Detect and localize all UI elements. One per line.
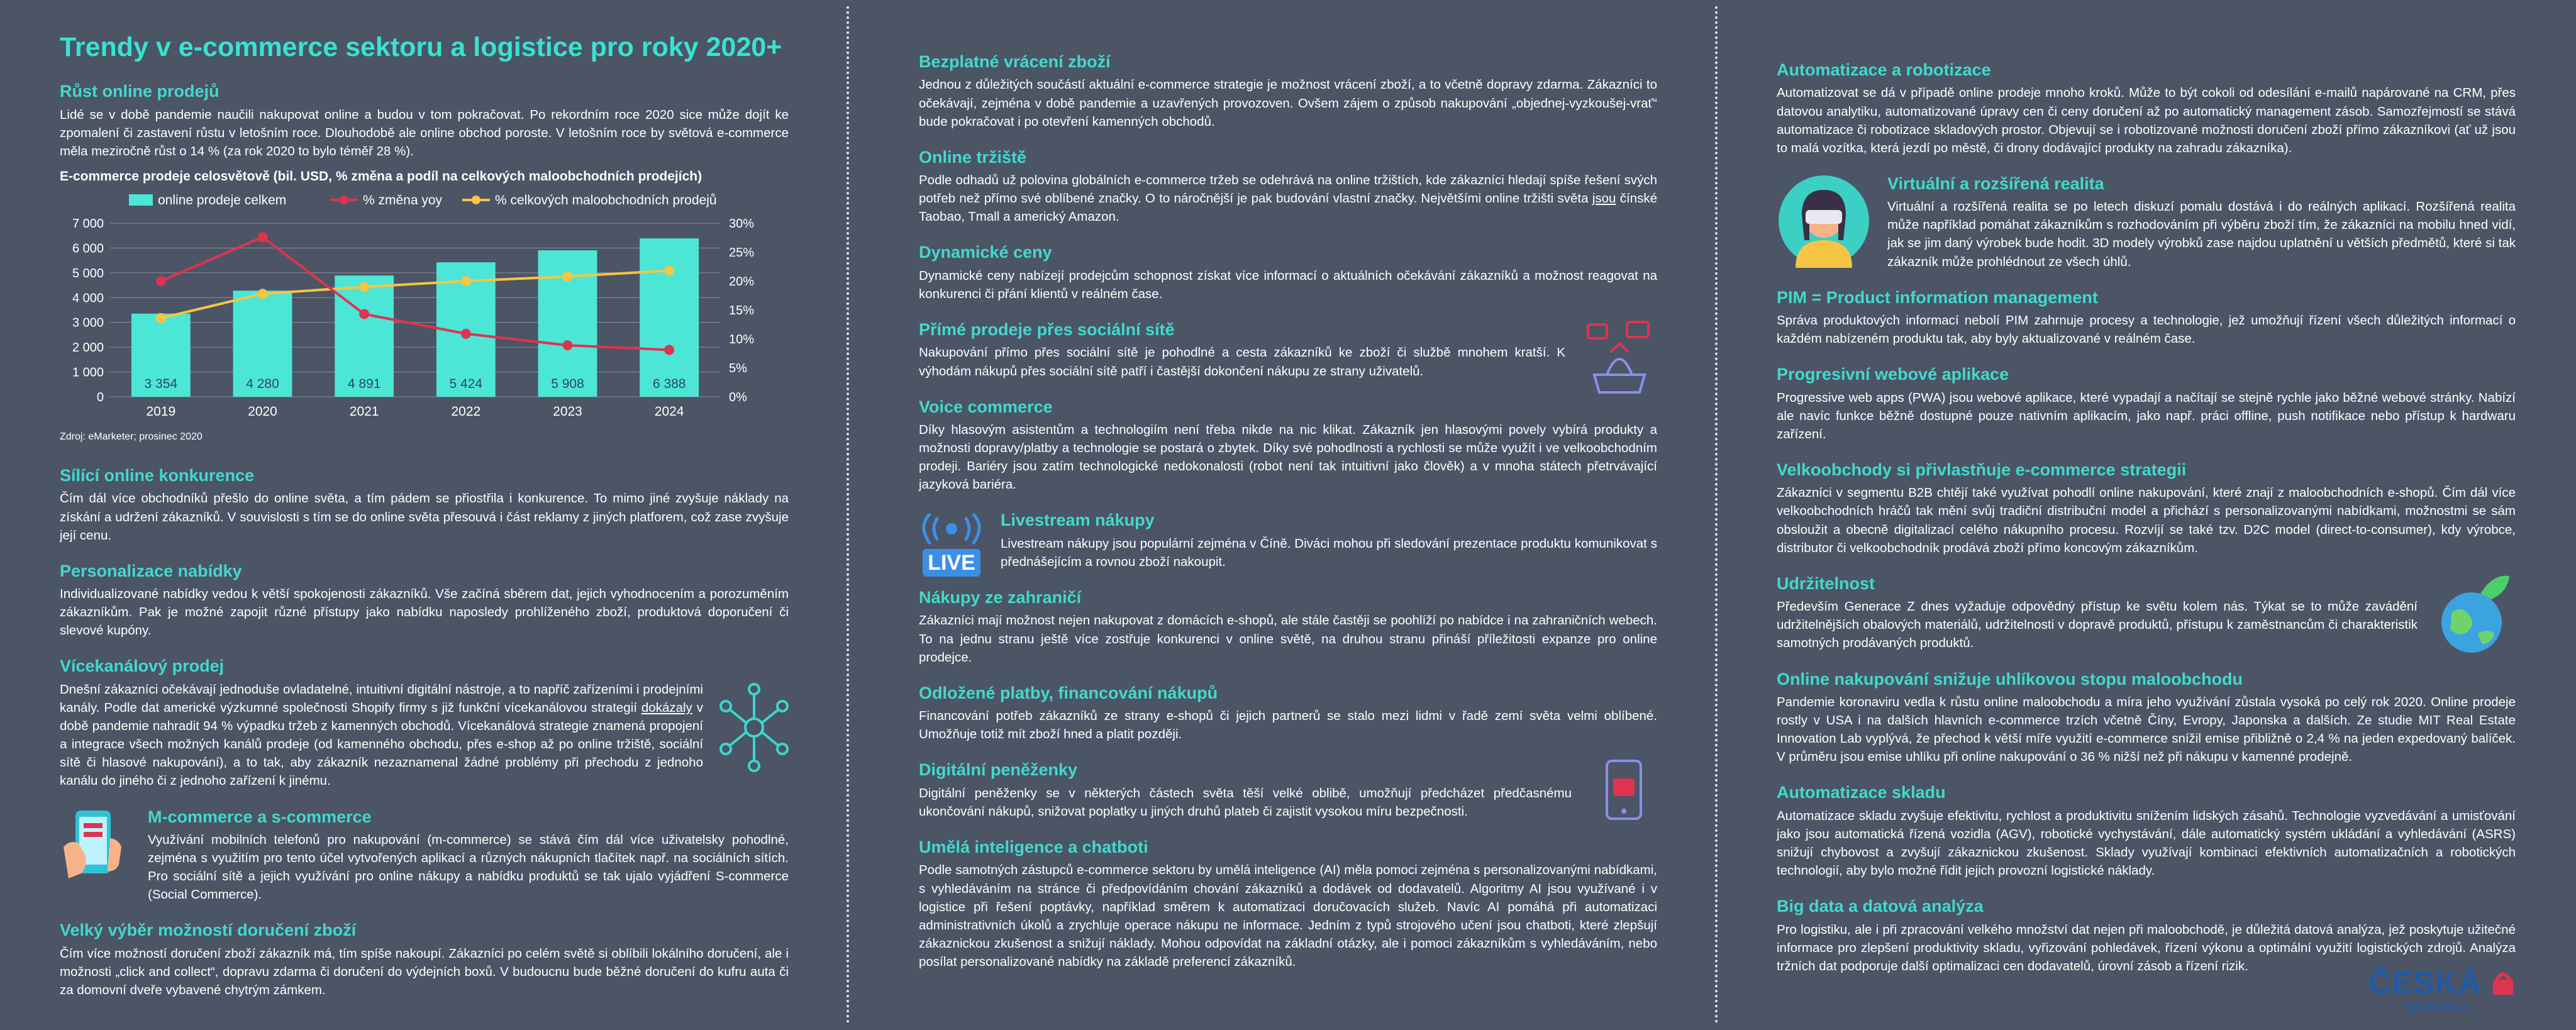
section-growth [60, 81, 789, 160]
section-heading: Digitální peněženky [919, 760, 1078, 780]
section-text: Díky hlasovým asistentům a technologiím není třeba nikde na nic klikat. Zákazník jen hlasovými povely vybírá produkty a možnosti dopravy/platby a technologie se postará o zbytek. Díky své pohodlnosti a rychlosti se může využít i ve velkoobchodním prodeji. Bariéry jsou zatím technologické nedokonalosti (robot není tak intuitivní jako člověk) a v mnoha státech přetrvávající jazyková bariéra. [919, 423, 1657, 492]
x-tick-label: 2024 [654, 404, 684, 419]
y-right-tick-label: 5% [729, 362, 747, 376]
y-left-tick-label: 4 000 [72, 291, 104, 306]
section-heading: Udržitelnost [1777, 573, 1875, 593]
bar-data-label: 3 354 [144, 377, 178, 392]
section-heading: Voice commerce [919, 397, 1053, 416]
section-text: Automatizace skladu zvyšuje efektivitu, rychlost a produktivitu snížením lidských zásahů. Technologie vyzvedávání a umisťování jako jsou automatická řízená vozidla (AGV), robotické vychystávání, dále automatický systém ukládání a vyhledávání (ASRS) snižují chybovost a zvyšují zákaznickou zkušenost. Sklady využívají kombinaci efektivních automatizačních a robotických technologií, aby bylo možné řídit jejich provozní logistické náklady. [1777, 808, 2516, 878]
y-left-tick-label: 6 000 [72, 241, 104, 256]
legend-swatch-bars [129, 194, 153, 206]
column-right [1717, 0, 2576, 1030]
legend-label: % celkových maloobchodních prodejů [495, 193, 717, 208]
page-title: Trendy v e-commerce sektoru a logistice pro roky 2020+ [60, 32, 782, 62]
series-point-share-of-retail [664, 265, 674, 275]
section-heading: Online tržiště [919, 147, 1027, 167]
section-text: Virtuální a rozšířená realita se po letech diskuzí pomalu dostává i do reálných aplikací. Rozšířená realita může například pomáhat zákazníkům s rozhodováním při výběru zboží tím, že zákazníci na mobilu hned vidí, jak se jim daný výrobek bude hodit. 3D modely výrobků zase najdou uplatnění u větších předmětů, které si tak zákazník může prohlédnout ze všech úhlů. [1887, 199, 2516, 269]
section-social-sales [919, 319, 1657, 397]
marketplace-link[interactable]: jsou [1592, 191, 1616, 206]
section-heading: Personalizace nabídky [60, 561, 242, 580]
mobile-phone-hand-icon [60, 807, 129, 882]
series-point-share-of-retail [359, 282, 369, 292]
section-text: Digitální peněženky se v některých částech světa těší velké oblibě, umožňují předcházet předčasnému ukončování nákupů, snižovat poplatky u jiných druhů plateb či zajistit vysokou míru bezpečnosti. [919, 785, 1572, 819]
series-point-yoy-change [359, 309, 369, 319]
section-text: Především Generace Z dnes vyžaduje odpovědný přístup ke světu kolem nás. Týkat se to může zavádění udržitelnějších obalových materiálů, udržitelnosti v dopravě produktů, přístupu k zaměstnancům či charakteristik samotných prodávaných produktů. [1777, 599, 2418, 651]
legend-swatch-marker [340, 196, 348, 204]
section-voice-commerce [919, 397, 1657, 494]
legend-label: % změna yoy [363, 193, 443, 208]
vr-headset-person-icon [1777, 174, 1871, 268]
section-heading: Odložené platby, financování nákupů [919, 683, 1218, 702]
y-right-tick-label: 10% [729, 333, 755, 347]
section-returns [919, 52, 1657, 131]
section-big-data [1777, 896, 2516, 975]
section-heading: PIM = Product information management [1777, 287, 2098, 307]
series-point-yoy-change [156, 276, 166, 286]
section-heading: M-commerce a s-commerce [148, 807, 372, 826]
section-heading: Vícekanálový prodej [60, 656, 225, 676]
bar-data-label: 4 891 [347, 377, 381, 392]
section-dynamic-pricing [919, 242, 1657, 303]
shopify-link[interactable]: dokázaly [641, 700, 692, 715]
section-text: Jednou z důležitých součástí aktuální e-commerce strategie je možnost vrácení zboží, a to včetně dopravy zdarma. Zákazníci to očekávají, zejména v době pandemie a uzavřených provozoven. Ovšem zájem o způsob nakupování „objednej-vyzkoušej-vrať“ bude pokračovat i po otevření kamenných obchodů. [919, 77, 1657, 129]
bar-data-label: 5 908 [551, 377, 584, 392]
section-heading: Přímé prodeje přes sociální sítě [919, 320, 1175, 340]
y-right-tick-label: 30% [729, 217, 755, 231]
section-heading: Livestream nákupy [1001, 511, 1155, 530]
column-left [0, 0, 847, 1030]
section-deferred-payments [919, 683, 1657, 744]
earth-leaves-icon [2434, 573, 2516, 655]
section-pwa [1777, 364, 2516, 443]
section-heading: Dynamické ceny [919, 243, 1052, 262]
section-heading: Online nakupování snižuje uhlíkovou stopu maloobchodu [1777, 669, 2243, 689]
y-left-tick-label: 2 000 [72, 341, 104, 355]
section-heading: Progresivní webové aplikace [1777, 365, 2009, 384]
y-left-tick-label: 0 [96, 390, 104, 405]
section-sustainability [1777, 573, 2516, 669]
section-personalization [60, 561, 789, 640]
x-tick-label: 2021 [349, 404, 379, 419]
bar-data-label: 4 280 [246, 377, 279, 392]
y-left-tick-label: 5 000 [72, 266, 104, 280]
section-text: Nakupování přímo přes sociální sítě je pohodlné a cesta zákazníků ke zboží či službě mnohem kratší. K výhodám nákupů přes sociální sítě patří i častější dokončení nákupu ze strany uživatelů. [919, 345, 1565, 379]
live-broadcast-icon [919, 510, 984, 579]
section-heading: Sílící online konkurence [60, 466, 255, 485]
legend-label: online prodeje celkem [158, 193, 287, 208]
x-tick-label: 2022 [451, 404, 481, 419]
series-point-yoy-change [563, 340, 573, 350]
bar-data-label: 6 388 [652, 377, 686, 392]
x-tick-label: 2023 [553, 404, 582, 419]
y-left-tick-label: 7 000 [72, 217, 104, 231]
section-heading: Virtuální a rozšířená realita [1887, 174, 2104, 193]
section-text: Podle samotných zástupců e-commerce sektoru by umělá inteligence (AI) měla pomoci zejména s personalizovanými nabídkami, s vyhledáváním na stránce či předpovídáním chování zákazníků a dodávek od dodavatelů. Algoritmy AI jsou využívané i v logistice při řešení poptávky, například směrem k automatizaci doručovacích služeb. Navíc AI pomáhá při automatizaci administrativních úkolů a zrychluje operace nákupu ne informace. Jedním z typů strojového učení jsou chatboti, které zlepšují zákaznickou zkušenost a snižují náklady. Mohou odpovídat na základní otázky, ale i pomoci zákazníkům s vyhledáváním, nebo posílat personalizované nabídky na základě preferencí zákazníků. [919, 863, 1657, 969]
social-shopping-icon [1582, 319, 1657, 395]
section-automation [1777, 60, 2516, 157]
section-heading: Růst online prodejů [60, 82, 219, 101]
column-middle [848, 0, 1715, 1030]
y-right-tick-label: 15% [729, 304, 755, 318]
bar-2024 [640, 238, 699, 397]
chart-source: Zdroj: eMarketer; prosinec 2020 [60, 431, 203, 443]
series-point-yoy-change [664, 345, 674, 355]
y-left-tick-label: 1 000 [72, 365, 104, 380]
section-heading: Big data a datová analýza [1777, 897, 1984, 916]
logo-subtext: spořitelna [2403, 999, 2470, 1016]
network-icon [719, 680, 789, 775]
section-text: Financování potřeb zákazníků ze strany e-shopů či jejich partnerů se stalo mezi lidmi v řadě zemí světa velmi oblíbené. Umožňuje totiž mít zboží hned a platit později. [919, 709, 1657, 742]
series-point-yoy-change [461, 329, 471, 339]
series-point-yoy-change [258, 232, 268, 242]
legend-swatch-marker [472, 196, 480, 204]
section-multichannel [60, 656, 789, 806]
signal-waves-icon [919, 510, 984, 548]
section-mcommerce [60, 807, 789, 921]
section-text: Zákazníci mají možnost nejen nakupovat z domácích e-shopů, ale stále častěji se poohlíží po nabídce i na zahraničních webech. To na jednu stranu ještě více zostřuje konkurenci v online světě, na druhou stranu přináší příležitosti expanze pro online prodejce. [919, 613, 1657, 665]
logo-text: ČESKÁ [2368, 965, 2482, 1000]
section-warehouse-automation [1777, 782, 2516, 880]
series-point-share-of-retail [156, 313, 166, 323]
section-text: Pandemie koronaviru vedla k růstu online maloobchodu a míra jeho využívání zůstala vysoká po celý rok 2020. Online prodeje rostly v USA i na dalších hlavních e-commerce trzích včetně Číny, Evropy, Japonska a dalších. Ze studie MIT Real Estate Innovation Lab vyplývá, že přechod k větší míře využití e-commerce snížil emise přibližně o 2,4 % na jeden expedovaný balíček. V průměru jsou emise uhlíku při online nakupování o 36 % nižší než při nákupu v kamenné prodejně. [1777, 694, 2516, 765]
section-b2b [1777, 460, 2516, 557]
section-heading: Automatizace a robotizace [1777, 60, 1991, 79]
logo-emblem-icon [2488, 967, 2518, 999]
section-marketplace [919, 147, 1657, 226]
section-livestream [919, 510, 1657, 587]
chart-title: E-commerce prodeje celosvětově (bil. USD, % změna a podíl na celkových maloobchodních prodejích) [60, 169, 702, 184]
section-text: Progressive web apps (PWA) jsou webové aplikace, které vypadají a načítají se stejně rychle jako běžné webové stránky. Nabízí ale navíc funkce běžně dostupné pouze nativním aplikacím, jako např. práci offline, push notifikace nebo přístup k hardwaru zařízení. [1777, 390, 2516, 441]
ceska-sporitelna-logo [2368, 965, 2518, 1016]
section-text: Livestream nákupy jsou populární zejména v Číně. Diváci mohou při sledování prezentace produktu komunikovat s přednášejícím a rovnou zboží nakoupit. [1001, 536, 1657, 569]
section-text: Čím dál více obchodníků přešlo do online světa, a tím pádem se přiostřila i konkurence. To mimo jiné zvyšuje náklady na získání a udržení zákazníků. V souvislosti s tím se do online světa přesouvá i část reklamy z jiných platforem, což zase zvyšuje její cenu. [60, 491, 789, 543]
section-text: Automatizovat se dá v případě online prodeje mnoho kroků. Může to být cokoli od odesílání e-mailů napárované na CRM, přes datovou analytiku, automatizované úpravy cen či ceny doručení až po automatický management zásob. Samozřejmostí se stává automatizace či robotizace skladových prostor. Objevují se i robotizované možnosti doručení zboží přímo zákazníkovi (ať už jsou to malá vozítka, která jezdí po městě, či drony dodávající produkty na zahradu zákazníka). [1777, 86, 2516, 155]
y-right-tick-label: 20% [729, 275, 755, 289]
series-point-share-of-retail [258, 289, 268, 299]
section-text: Lidé se v době pandemie naučili nakupovat online a budou v tom pokračovat. Po rekordním roce 2020 sice může dojít ke zpomalení či zastavení růstu v letošním roce. Dlouhodobě ale online obchod poroste. V letošním roce by světová e-commerce měla meziročně růst o 14 % (za rok 2020 to bylo téměř 28 %). [60, 107, 789, 158]
series-point-share-of-retail [461, 276, 471, 286]
section-text: Individualizované nabídky vedou k větší spokojenosti zákazníků. Vše začíná sběrem dat, jejich vyhodnocením a porozuměním zákazníkům. Pak je možné zapojit různé přístupy jako nabídku naposledy prohlíženého zboží, produktová doporučení či slevové kupóny. [60, 587, 789, 638]
section-heading: Nákupy ze zahraničí [919, 588, 1082, 607]
ecommerce-sales-chart [60, 188, 789, 427]
section-cross-border [919, 587, 1657, 667]
series-point-share-of-retail [563, 272, 573, 282]
section-text: Využívání mobilních telefonů pro nakupování (m-commerce) se stává čím dál více uživatelsky pohodlné, zejména s využitím pro tento účel vytvořených aplikací a různých nákupních tlačítek např. na sociálních sítích. Pro sociální sítě a jejich využívání pro online nákupy a nabídku produktů se tak ujalo vyjádření S-commerce (Social Commerce). [148, 832, 789, 902]
section-text: Správa produktových informací nebolí PIM zahrnuje procesy a technologie, jež umožňují řízení všech důležitých informací o každém nabízeném produktu tak, aby byly aktualizované v reálném čase. [1777, 313, 2516, 346]
bar-data-label: 5 424 [449, 377, 483, 392]
section-heading: Velký výběr možností doručení zboží [60, 921, 357, 940]
section-delivery [60, 920, 789, 999]
section-text: Dynamické ceny nabízejí prodejcům schopnost získat více informací o aktuálních očekávání zákazníků a možnost reagovat na konkurenci či přání klientů v reálném čase. [919, 268, 1657, 301]
section-text: Dnešní zákazníci očekávají jednoduše ovladatelné, intuitivní digitální nástroje, a to napříč zařízeními i prodejními kanály. Podle dat americké výzkumné společnosti Shopify firmy s již funkční vícekanálovou strategií dokázaly v době pandemie nahradit 94 % výpadku tržeb z kamenných obchodů. Vícekanálová strategie znamená propojení a integrace všech možných kanálů prodeje (od kamenného obchodu, přes e-shop až po online tržiště, sociální sítě či hlasové nakupování), a to tak, aby zákazník nezaznamenal žádné problémy při přechodu z jednoho kanálu do jiného či z jednoho zařízení k jinému. [60, 682, 703, 789]
x-tick-label: 2019 [146, 404, 176, 419]
section-heading: Automatizace skladu [1777, 783, 1946, 802]
digital-wallet-icon [1588, 760, 1657, 822]
y-right-tick-label: 25% [729, 246, 755, 260]
y-left-tick-label: 3 000 [72, 316, 104, 330]
section-heading: Umělá inteligence a chatboti [919, 838, 1148, 857]
section-ai-chatbots [919, 837, 1657, 971]
section-pim [1777, 287, 2516, 348]
section-competition [60, 465, 789, 545]
section-heading: Velkoobchody si přivlastňuje e-commerce strategii [1777, 460, 2187, 479]
y-right-tick-label: 0% [729, 390, 747, 405]
section-vr-ar [1777, 174, 2516, 287]
x-tick-label: 2020 [248, 404, 277, 419]
section-heading: Bezplatné vrácení zboží [919, 52, 1111, 71]
section-digital-wallets [919, 760, 1657, 837]
live-badge: LIVE [923, 549, 980, 577]
section-text: Pro logistiku, ale i při zpracování velkého množství dat nejen při maloobchodě, je důležitá datová analýza, jež poskytuje užitečné informace pro zlepšení produktivity skladu, vyřizování pohledávek, řízení výkonu a optimální využití logistických zdrojů. Analýza tržních dat podporuje další optimalizaci cen dodavatelů, úrovní zásob a řízení rizik. [1777, 922, 2516, 973]
section-text: Podle odhadů už polovina globálních e-commerce tržeb se odehrává na online tržištích, kde zákazníci hledají spíše řešení svých potřeb než přímo své oblíbené značky. O to náročnější je pak budování vlastní značky. Největšími online tržišti světa jsou čínské Taobao, Tmall a americký Amazon. [919, 173, 1657, 224]
section-text: Zákazníci v segmentu B2B chtějí také využívat pohodlí online nakupování, které znají z maloobchodních e-shopů. Čím dál více velkoobchodních hráčů tak mění svůj tradiční distribuční model a přichází s personalizovanými nabídkami, možnostmi se sám obsloužit a obecně digitalizací celého nákupního procesu. Rozvíjí se také tzv. D2C model (direct-to-consumer), kdy výrobce, distributor či velkoobchodník prodává zboží přímo koncovým zákazníkům. [1777, 485, 2516, 555]
section-text: Čím více možností doručení zboží zákazník má, tím spíše nakoupí. Zákazníci po celém světě si oblíbili lokálního doručení, ale i možnosti „click and collect“, dopravu zdarma či doručení do výdejních boxů. V budoucnu bude běžné doručení do kufru auta či za domovní dveře vybavené chytrým zámkem. [60, 946, 789, 997]
section-carbon-footprint [1777, 669, 2516, 767]
